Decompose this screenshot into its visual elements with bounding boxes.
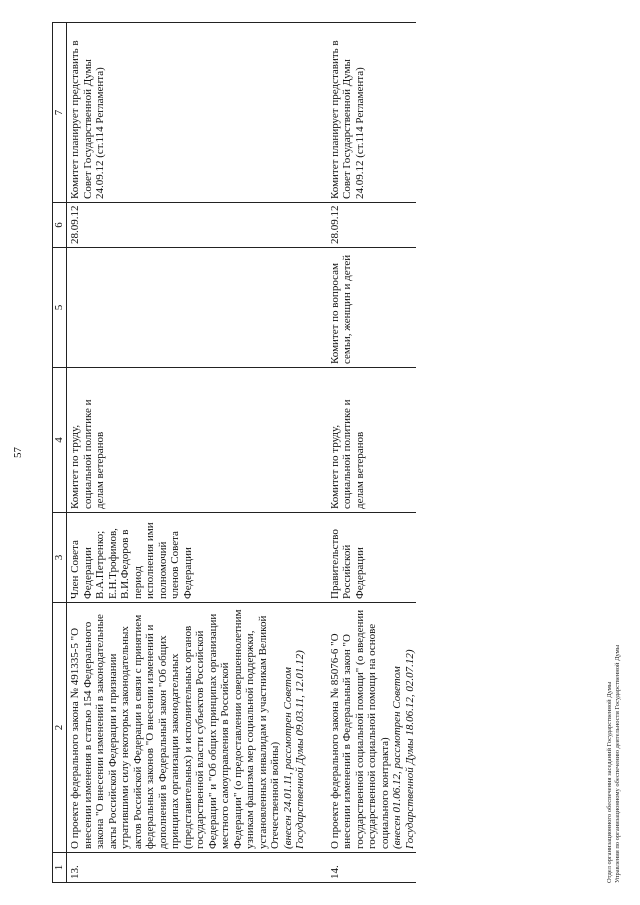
committee: Комитет по труду, социальной политике и делам ветеранов [67, 368, 307, 513]
footer [606, 23, 622, 883]
committee: Комитет по труду, социальной политике и делам ветеранов [327, 368, 417, 513]
bill-title: О проекте федерального закона № 85076-6 "О внесении изменений в Федеральный закон "О государственной социальной помощи" (о введении государственной социальной помощи на основе социального контракта) [328, 609, 391, 849]
initiator: Правительство Российской Федерации [327, 513, 417, 603]
column-header-1: 1 [53, 853, 67, 883]
column-header-5: 5 [53, 248, 67, 368]
co-committee: Комитет по вопросам семьи, женщин и детей [327, 248, 417, 368]
plan: Комитет планирует представить в Совет Государственной Думы 24.09.12 (ст.114 Регламента) [327, 23, 417, 203]
table-row [327, 23, 417, 883]
co-committee [67, 248, 307, 368]
footer-line-2: Управления по организационному обеспечению деятельности Государственной Думы [614, 644, 621, 883]
bill-note: (внесен 01.06.12, рассмотрен Советом Государственной Думы 18.06.12, 02.07.12) [391, 649, 416, 849]
bills-table [52, 22, 416, 883]
initiator: Член Совета Федерации В.А.Петренко; Е.Н.Трофимов, В.И.Федоров в период исполнения ими полномочий членов Совета Федерации [67, 513, 307, 603]
row-spacer [307, 23, 327, 883]
date: 28.09.12 [67, 203, 307, 248]
bill-cell [327, 603, 417, 853]
column-header-7: 7 [53, 23, 67, 203]
page-number: 57 [12, 447, 24, 458]
date: 28.09.12 [327, 203, 417, 248]
column-header-6: 6 [53, 203, 67, 248]
column-header-4: 4 [53, 368, 67, 513]
column-header-3: 3 [53, 513, 67, 603]
row-number: 13. [67, 853, 307, 883]
bill-note: (внесен 24.01.11, рассмотрен Советом Государственной Думы 09.03.11, 12.01.12) [281, 650, 306, 849]
bill-cell [67, 603, 307, 853]
column-header-2: 2 [53, 603, 67, 853]
footer-line-1: Отдел организационного обеспечения заседаний Государственной Думы [606, 681, 613, 883]
bill-title: О проекте федерального закона № 491335-5 "О внесении изменения в статью 154 Федерального закона "О внесении изменений в законодательные акты Российской Федерации и признании утратившими силу некоторых законодательных актов Российской Федерации в связи с принятием федеральных законов "О внесении изменений и дополнений в Федеральный закон "Об общих принципах организации законодательных (представительных) и исполнительных органов государственной власти субъектов Российской Федерации" и "Об общих принципах организации местного самоуправления в Российской Федерации" (о предоставлении совершеннолетним узникам фашизма мер социальной поддержки, установленных инвалидам и участникам Великой Отечественной войны) [69, 609, 281, 849]
plan: Комитет планирует представить в Совет Государственной Думы 24.09.12 (ст.114 Регламента) [67, 23, 307, 203]
row-number: 14. [327, 853, 417, 883]
header-row [53, 23, 67, 883]
table-row [67, 23, 307, 883]
